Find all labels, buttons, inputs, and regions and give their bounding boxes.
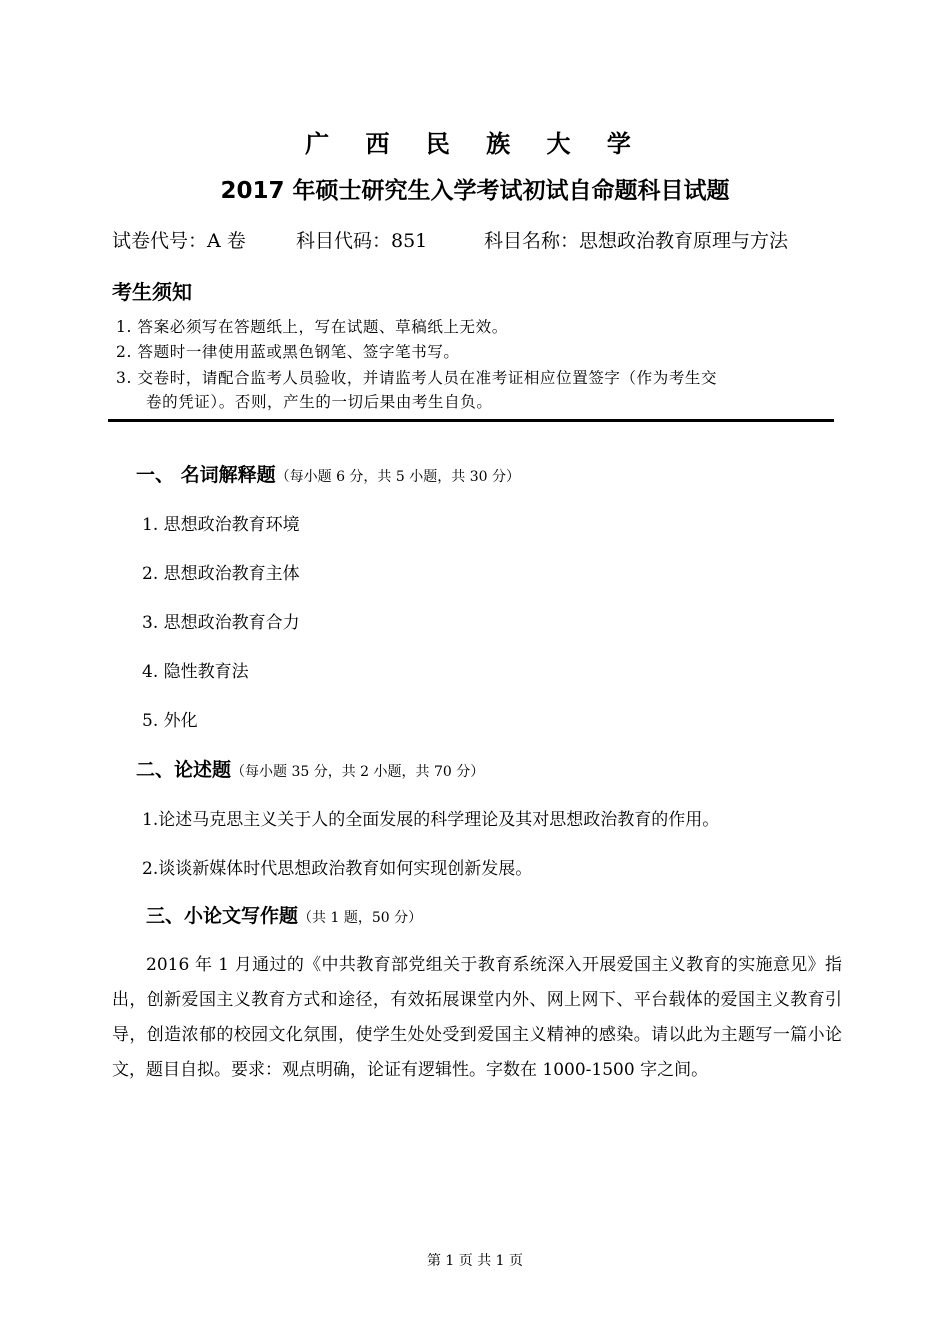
section-2-note: （每小题 35 分，共 2 小题，共 70 分） xyxy=(231,764,485,780)
question-2-1: 1.论述马克思主义关于人的全面发展的科学理论及其对思想政治教育的作用。 xyxy=(142,810,720,830)
notice-item-3-continued: 卷的凭证）。否则，产生的一切后果由考生自负。 xyxy=(146,393,493,411)
page-footer: 第 1 页 共 1 页 xyxy=(426,1253,524,1269)
question-1-1: 1. 思想政治教育环境 xyxy=(142,515,300,535)
section-2-heading xyxy=(136,755,484,782)
section-3-heading xyxy=(146,901,422,928)
divider-rule xyxy=(108,419,834,422)
section-3-note: （共 1 题，50 分） xyxy=(298,910,423,926)
essay-prompt: 2016 年 1 月通过的《中共教育部党组关于教育系统深入开展爱国主义教育的实施意见》指出，创新爱国主义教育方式和途径，有效拓展课堂内外、网上网下、平台载体的爱国主义教育引导，创造浓郁的校园文化氛围，使学生处处受到爱国主义精神的感染。请以此为主题写一篇小论文，题目自拟。要求：观点明确，论证有逻辑性。字数在 1000-1500 字之间。 xyxy=(112,955,842,1080)
question-1-4: 4. 隐性教育法 xyxy=(142,662,249,682)
exam-title: 2017 年硕士研究生入学考试初试自命题科目试题 xyxy=(220,178,730,204)
subject-code: 科目代码：851 xyxy=(296,230,428,252)
section-1-note: （每小题 6 分，共 5 小题，共 30 分） xyxy=(275,469,520,485)
university-name: 广 西 民 族 大 学 xyxy=(305,129,645,158)
notice-item-1: 1. 答案必须写在答题纸上，写在试题、草稿纸上无效。 xyxy=(116,318,508,336)
section-1-heading xyxy=(136,460,520,487)
notice-item-3: 3. 交卷时，请配合监考人员验收，并请监考人员在准考证相应位置签字（作为考生交 xyxy=(116,369,718,387)
section-3-title: 三、小论文写作题 xyxy=(146,905,299,927)
notice-item-2: 2. 答题时一律使用蓝或黑色钢笔、签字笔书写。 xyxy=(116,343,460,361)
subject-name: 科目名称：思想政治教育原理与方法 xyxy=(484,230,789,252)
section-1-title: 一、 名词解释题 xyxy=(136,464,276,486)
section-2-title: 二、论述题 xyxy=(136,759,232,781)
question-2-2: 2.谈谈新媒体时代思想政治教育如何实现创新发展。 xyxy=(142,859,533,879)
question-1-5: 5. 外化 xyxy=(142,711,198,731)
question-1-3: 3. 思想政治教育合力 xyxy=(142,613,300,633)
question-1-2: 2. 思想政治教育主体 xyxy=(142,564,300,584)
paper-code: 试卷代号：A 卷 xyxy=(112,230,246,252)
notice-title: 考生须知 xyxy=(112,280,192,304)
